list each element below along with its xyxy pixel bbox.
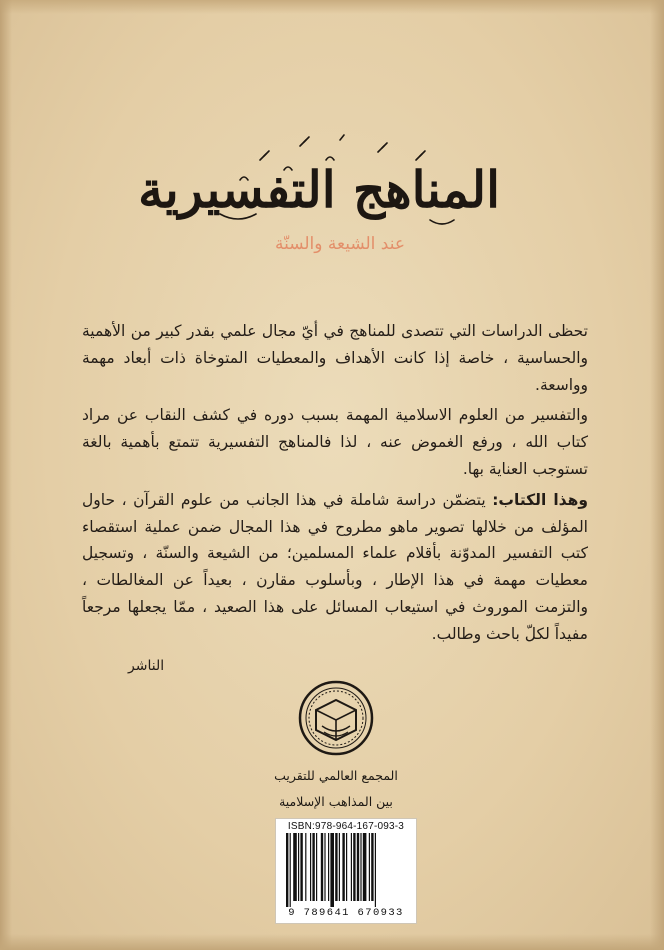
barcode-bar — [339, 833, 340, 901]
barcode-bar — [360, 833, 361, 901]
barcode-bar — [351, 833, 352, 901]
blurb-paragraph — [82, 487, 588, 648]
publisher-name-line2: بين المذاهب الإسلامية — [279, 794, 393, 809]
barcode-bar — [369, 833, 370, 901]
barcode-bar — [363, 833, 367, 901]
blurb — [82, 318, 588, 652]
publisher-signature: الناشر — [128, 658, 165, 674]
barcode-bar — [321, 833, 323, 901]
isbn-label: ISBN:978-964-167-093-3 — [287, 821, 405, 832]
paragraph-text: يتضمّن دراسة شاملة في هذا الجانب من علوم القرآن ، حاول المؤلف من خلالها تصوير ماهو مطروح في هذا المجال ضمن عملية استقصاء كتب التفسير المدوّنة بأقلام علماء المسلمين؛ من الشيعة والسنّة ، وتسجيل معطيات مهمة في هذا الإطار ، وبأسلوب مقارن ، بعيداً عن المغالطات ، والتزمت الموروث في استيعاب المسائل على هذا الصعيد ، ممّا يجعلها مرجعاً مفيداً لكلّ باحث وطالب. — [82, 490, 588, 643]
barcode-bar — [290, 833, 291, 907]
barcode-bar — [330, 833, 334, 907]
cover-edge-shadow — [650, 0, 664, 950]
paragraph-lead: وهذا الكتاب: — [492, 490, 588, 509]
paragraph-text: تحظى الدراسات التي تتصدى للمناهج في أيّ مجال علمي بقدر كبير من الأهمية والحساسية ، خاصة إذا كانت الأهداف والمعطيات المتوخاة ذات أبعاد مهمة وواسعة. — [82, 322, 588, 394]
isbn-barcode — [275, 818, 417, 924]
barcode-bar — [324, 833, 325, 901]
barcode-bar — [286, 833, 288, 907]
book-subtitle: عند الشيعة والسنّة — [274, 234, 406, 254]
barcode-bar — [300, 833, 302, 901]
cover-edge-shadow — [0, 0, 664, 14]
title-block — [138, 130, 500, 260]
paragraph-text: والتفسير من العلوم الاسلامية المهمة بسبب دوره في كشف النقاب عن مراد كتاب الله ، ورفع الغموض عنه ، لذا فالمناهج التفسيرية تتمتع بأهمية بالغة تستوجب العناية بها. — [82, 406, 588, 478]
barcode-bar — [375, 833, 376, 907]
barcode-bar — [342, 833, 344, 901]
barcode-bar — [357, 833, 359, 901]
book-title: المناهج التفسيرية — [138, 160, 500, 219]
blurb-paragraph — [82, 318, 588, 398]
cover-edge-shadow — [0, 934, 664, 950]
barcode-bar — [335, 833, 337, 901]
barcode-bar — [316, 833, 317, 901]
barcode-bar — [310, 833, 311, 901]
barcode-bar — [371, 833, 373, 901]
barcode-bar — [346, 833, 347, 901]
barcode-digits: 9 789641 670933 — [288, 907, 404, 919]
publisher-name: المجمع العالمي للتقريب — [274, 768, 398, 783]
cover-edge-shadow — [0, 0, 12, 950]
barcode-bar — [298, 833, 299, 901]
barcode-bar — [312, 833, 314, 901]
barcode-bar — [328, 833, 329, 901]
barcode-bar — [305, 833, 306, 901]
barcode-bar — [353, 833, 355, 901]
publisher-logo-icon — [298, 680, 374, 756]
barcode-bar — [293, 833, 297, 901]
blurb-paragraph — [82, 402, 588, 482]
barcode-icon — [286, 833, 406, 907]
